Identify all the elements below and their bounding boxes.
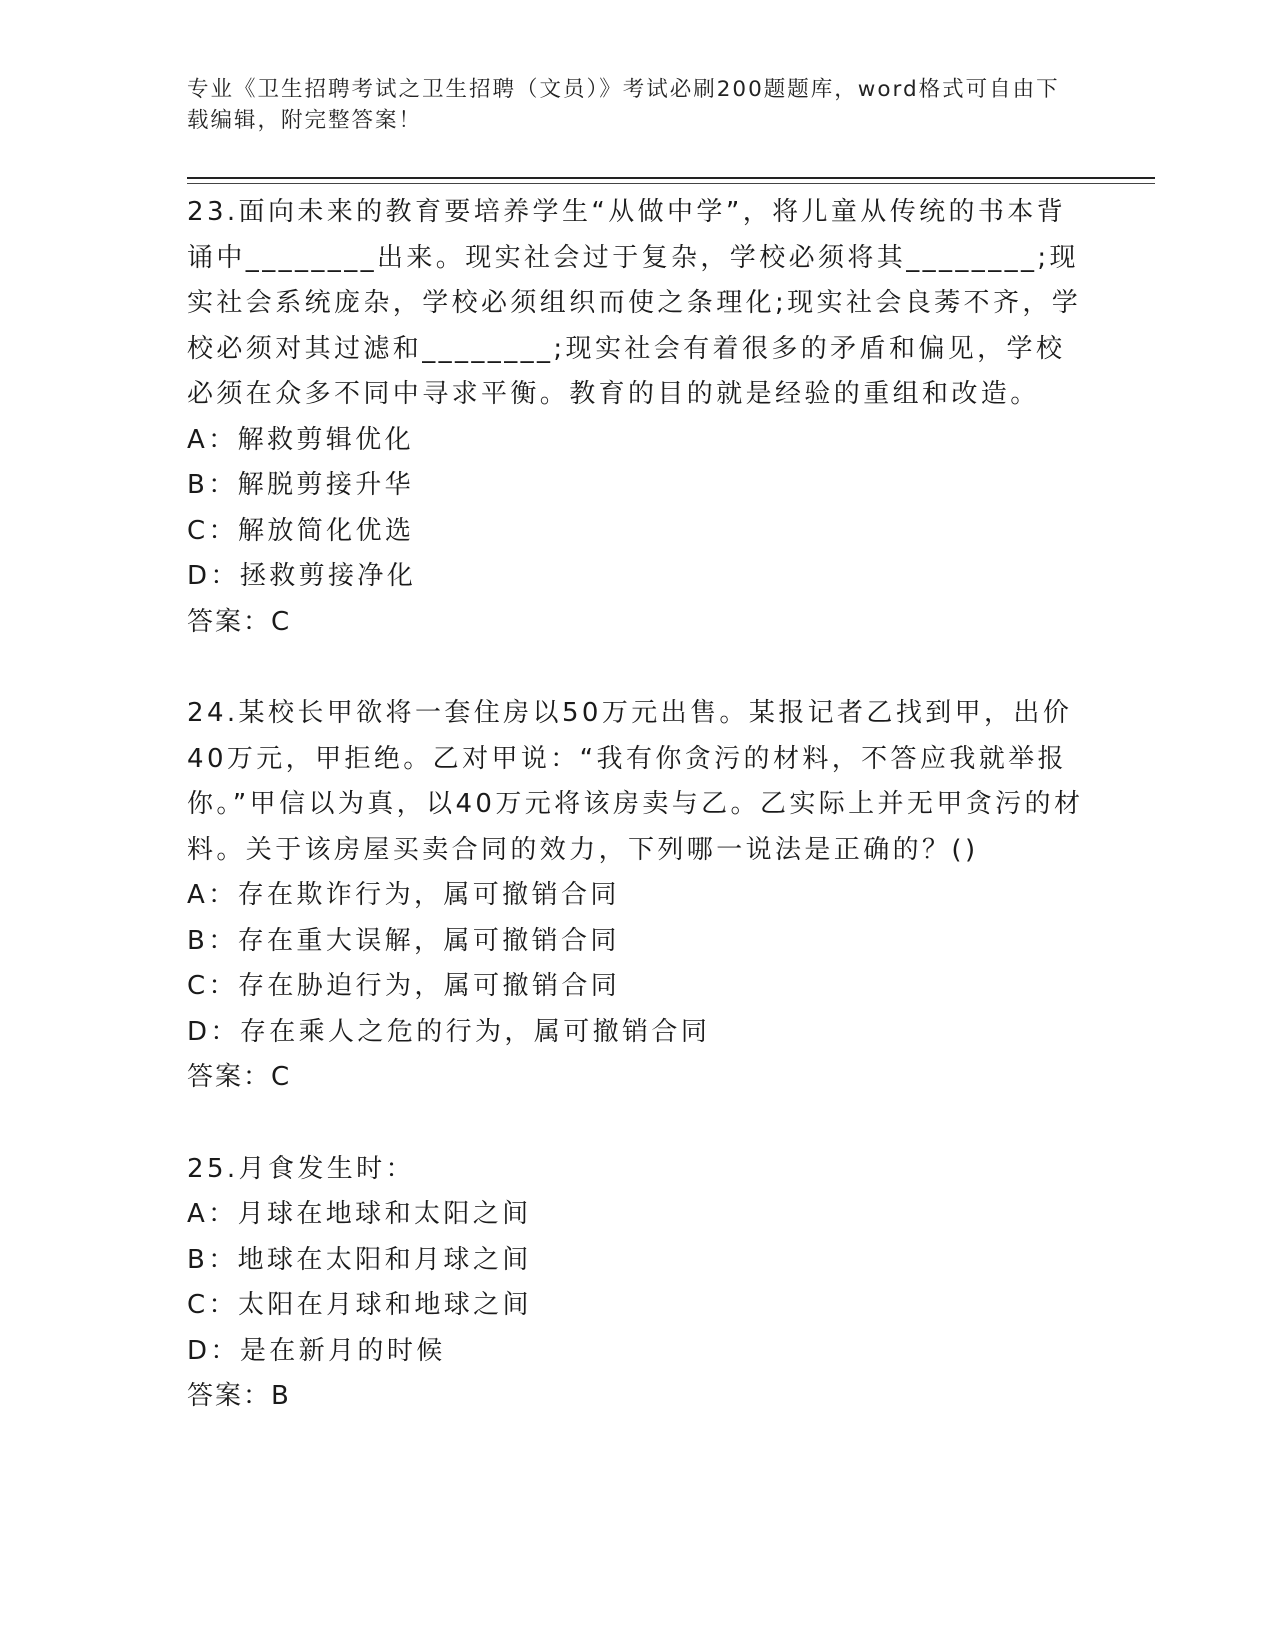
answer: 答案：C (187, 1062, 292, 1092)
answer: 答案：B (187, 1381, 291, 1411)
question-24 (187, 691, 1092, 1101)
question-stem: 25.月食发生时： (187, 1153, 415, 1184)
option-a: A：月球在地球和太阳之间 (187, 1199, 532, 1229)
option-d: D：是在新月的时候 (187, 1335, 446, 1366)
answer: 答案：C (187, 606, 292, 637)
question-23 (187, 190, 1092, 645)
option-c: C：太阳在月球和地球之间 (187, 1290, 532, 1320)
header-divider-thick (187, 177, 1155, 179)
option-b: B：解脱剪接升华 (187, 470, 415, 500)
question-list (187, 190, 1092, 1466)
option-a: A：存在欺诈行为，属可撤销合同 (187, 880, 620, 910)
option-c: C：存在胁迫行为，属可撤销合同 (187, 971, 621, 1001)
header-divider-thin (187, 183, 1155, 184)
question-stem: 23.面向未来的教育要培养学生“从做中学”，将儿童从传统的书本背诵中________出来。现实社会过于复杂，学校必须将其________;现实社会系统庞杂，学校必须组织而使之条理化;现实社会良莠不齐，学校必须对其过滤和________;现实社会有着很多的矛盾和偏见，学校必须在众多不同中寻求平衡。教育的目的就是经验的重组和改造。 (187, 197, 1082, 409)
option-a: A：解救剪辑优化 (187, 424, 414, 455)
option-d: D：拯救剪接净化 (187, 561, 417, 591)
question-stem: 24.某校长甲欲将一套住房以50万元出售。某报记者乙找到甲，出价40万元，甲拒绝。乙对甲说：“我有你贪污的材料，不答应我就举报你。”甲信以为真，以40万元将该房卖与乙。乙实际上并无甲贪污的材料。关于该房屋买卖合同的效力，下列哪一说法是正确的？() (187, 698, 1084, 865)
question-25 (187, 1147, 1092, 1420)
page-header: 专业《卫生招聘考试之卫生招聘（文员）》考试必刷200题题库，word格式可自由下载编辑，附完整答案！ (187, 77, 1060, 133)
option-c: C：解放简化优选 (187, 515, 415, 546)
option-b: B：存在重大误解，属可撤销合同 (187, 925, 620, 956)
option-d: D：存在乘人之危的行为，属可撤销合同 (187, 1016, 711, 1047)
option-b: B：地球在太阳和月球之间 (187, 1244, 532, 1275)
